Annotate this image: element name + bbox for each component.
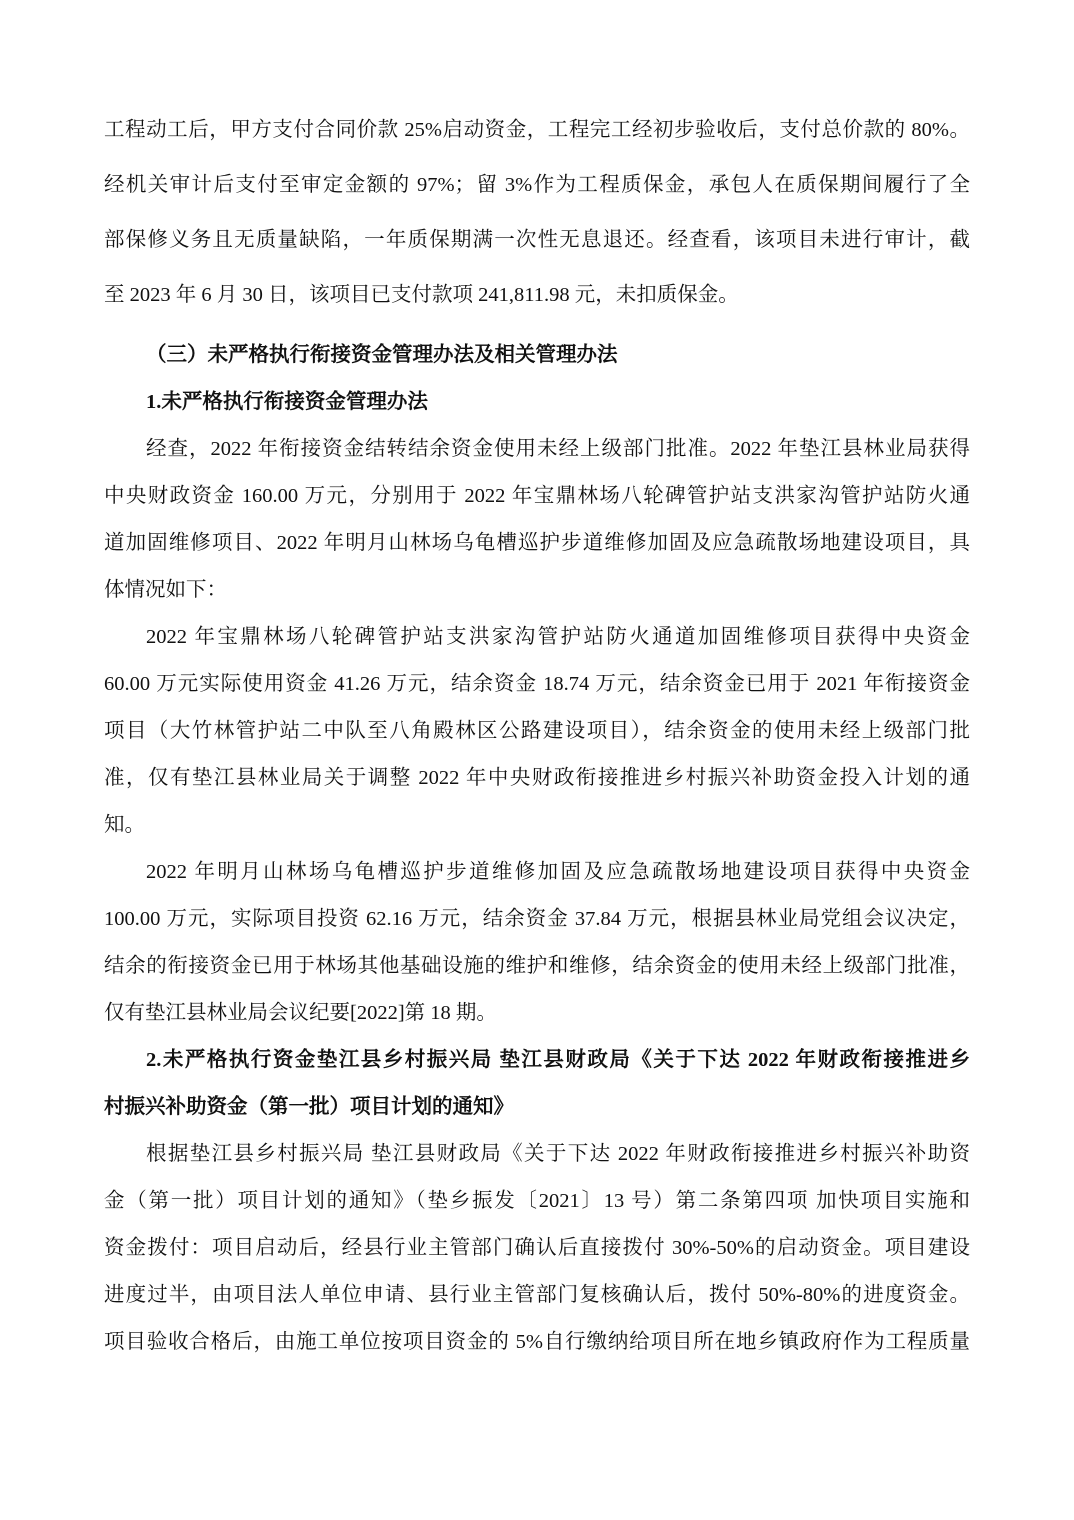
text-line: 项目（大竹林管护站二中队至八角殿林区公路建设项目），结余资金的使用未经上级部门批 xyxy=(104,720,970,742)
text-line: 根据垫江县乡村振兴局 垫江县财政局《关于下达 2022 年财政衔接推进乡村振兴补助资 xyxy=(146,1143,970,1165)
text-line: 知。 xyxy=(104,814,145,836)
text-line: 经机关审计后支付至审定金额的 97%；留 3%作为工程质保金，承包人在质保期间履行了全 xyxy=(104,174,970,196)
text-line: 体情况如下： xyxy=(104,579,227,601)
text-line: 进度过半，由项目法人单位申请、县行业主管部门复核确认后，拨付 50%-80%的进度资金。 xyxy=(104,1284,970,1306)
text-line: 准，仅有垫江县林业局关于调整 2022 年中央财政衔接推进乡村振兴补助资金投入计划的通 xyxy=(104,767,970,789)
subsection-heading: 1.未严格执行衔接资金管理办法 xyxy=(146,391,428,413)
text-line: 2022 年明月山林场乌龟槽巡护步道维修加固及应急疏散场地建设项目获得中央资金 xyxy=(146,861,970,883)
subsection-heading-2 xyxy=(104,1037,970,1131)
text-line: 村振兴补助资金（第一批）项目计划的通知》 xyxy=(104,1096,514,1118)
text-line: 经查，2022 年衔接资金结转结余资金使用未经上级部门批准。2022 年垫江县林业局获得 xyxy=(146,438,970,460)
paragraph-mingyueshan-project xyxy=(104,849,970,1037)
text-line: 60.00 万元实际使用资金 41.26 万元，结余资金 18.74 万元，结余资金已用于 2021 年衔接资金 xyxy=(104,673,970,695)
paragraph-carryover-funds xyxy=(104,426,970,614)
text-line: 至 2023 年 6 月 30 日，该项目已支付款项 241,811.98 元，未扣质保金。 xyxy=(104,284,739,306)
text-line: 2022 年宝鼎林场八轮碑管护站支洪家沟管护站防火通道加固维修项目获得中央资金 xyxy=(146,626,970,648)
text-line: 金（第一批）项目计划的通知》（垫乡振发〔2021〕13 号）第二条第四项 加快项目实施和 xyxy=(104,1190,970,1212)
text-line: 项目验收合格后，由施工单位按项目资金的 5%自行缴纳给项目所在地乡镇政府作为工程质量 xyxy=(104,1331,970,1353)
paragraph-payment-terms xyxy=(104,103,970,323)
section-heading: （三）未严格执行衔接资金管理办法及相关管理办法 xyxy=(146,344,618,366)
paragraph-notice-provisions xyxy=(104,1131,970,1366)
paragraph-baoding-project xyxy=(104,614,970,849)
text-line: 中央财政资金 160.00 万元，分别用于 2022 年宝鼎林场八轮碑管护站支洪家沟管护站防火通 xyxy=(104,485,970,507)
text-line: 结余的衔接资金已用于林场其他基础设施的维护和维修，结余资金的使用未经上级部门批准， xyxy=(104,955,970,977)
text-line: 仅有垫江县林业局会议纪要[2022]第 18 期。 xyxy=(104,1002,497,1024)
text-line: 道加固维修项目、2022 年明月山林场乌龟槽巡护步道维修加固及应急疏散场地建设项目，具 xyxy=(104,532,970,554)
text-line: 资金拨付：项目启动后，经县行业主管部门确认后直接拨付 30%-50%的启动资金。项目建设 xyxy=(104,1237,970,1259)
text-line: 部保修义务且无质量缺陷，一年质保期满一次性无息退还。经查看，该项目未进行审计，截 xyxy=(104,229,970,251)
text-line: 工程动工后，甲方支付合同价款 25%启动资金，工程完工经初步验收后，支付总价款的 80%。 xyxy=(104,119,970,141)
text-line: 100.00 万元，实际项目投资 62.16 万元，结余资金 37.84 万元，根据县林业局党组会议决定， xyxy=(104,908,970,930)
text-line: 2.未严格执行资金垫江县乡村振兴局 垫江县财政局《关于下达 2022 年财政衔接推进乡 xyxy=(146,1049,970,1071)
